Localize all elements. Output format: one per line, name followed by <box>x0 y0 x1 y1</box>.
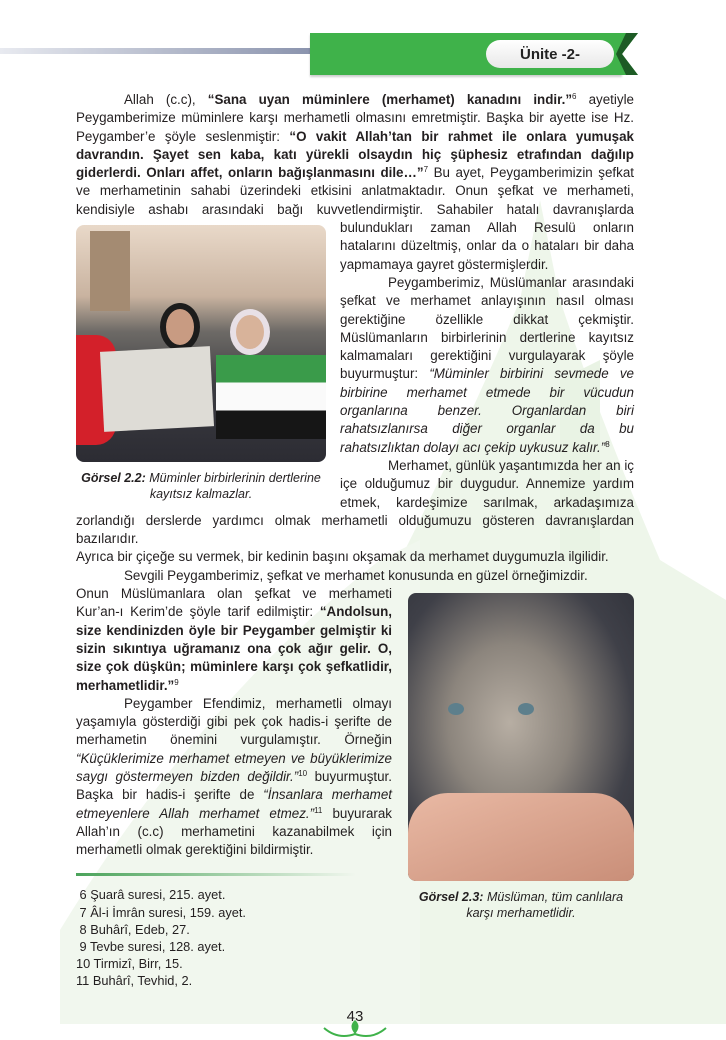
text: Peygamberimiz, Müslümanlar arasındaki şefkat ve merhamet anlayışının nasıl olması gerektiğine özellikle dikkat çekmiştir. Müslümanların birbirlerinin dertlerine kayıtsız kalmamaları gerektiğini vurgulayarak şöyle buyurmuştur: <box>340 274 634 382</box>
protest-photo <box>76 225 326 462</box>
header-bar <box>0 48 312 54</box>
text: buyurmuştur. Başka bir hadis-i şerifte de <box>76 768 393 803</box>
footnote-ref: 6 <box>572 92 577 101</box>
text: Bu ayet, Peygamberimizin şefkat ve merhametinin sahabi üzerindeki etkisini anlatmaktadır. Onun şefkat ve merhameti, kendisiyle ashabı arasındaki bağı kuvvetlendirmiştir. Sahabiler hatalı davranışlarda bulundukları zaman Allah Resulü <box>76 165 635 236</box>
footnote: 11 Buhârî, Tevhid, 2. <box>76 973 193 989</box>
quote-bold: “O vakit Allah’tan bir rahmet ile onlara yumuşak davrandın. Şayet sen kaba, katı yürekli olsaydın hiç şüphesiz etrafından dağılıp giderlerdi. Onları affet, onların bağışlanmasını dile…” <box>76 128 634 181</box>
footnote-ref: 9 <box>174 677 179 687</box>
clock-tower <box>90 231 130 311</box>
footnote: 7 Âl-i İmrân suresi, 159. ayet. <box>76 904 246 920</box>
kitten-eye <box>518 703 534 715</box>
figure-label: Görsel 2.2: <box>81 471 146 486</box>
figure-2-3 <box>408 593 634 921</box>
girl <box>236 315 264 349</box>
figure-2-2 <box>76 225 326 502</box>
figure-caption-2-2 <box>76 470 326 502</box>
footnote-ref: 11 <box>314 805 323 815</box>
figure-caption-2-3 <box>408 889 634 921</box>
hadith-quote: “İnsanlara merhamet etmeyenlere Allah merhamet etmez.” <box>76 787 392 821</box>
unit-label: Ünite -2- <box>486 40 614 68</box>
page-number: 43 <box>346 1007 364 1025</box>
footnote: 9 Tevbe suresi, 128. ayet. <box>76 939 226 955</box>
handwritten-sign <box>100 346 214 432</box>
footnote: 8 Buhârî, Edeb, 27. <box>76 921 190 937</box>
text: ayetiyle Peygamberimize müminlere karşı merhametli olmasını emretmiştir. Başka bir ayette ise Hz. Peygamber’e şöyle seslenmiştir: <box>76 92 634 144</box>
page-body <box>76 91 634 1040</box>
kitten-photo <box>408 593 634 881</box>
banner-notch <box>612 33 638 75</box>
footnote: 10 Tirmizî, Birr, 15. <box>76 956 183 972</box>
kitten-eye <box>448 703 464 715</box>
text: Peygamber Efendimiz, merhametli olmayı yaşamıyla gösterdiği gibi pek çok hadis-i şerifte de merhametin önemini vurgulamıştır. Örneğin <box>76 695 392 748</box>
caption-text: Müminler birbirlerinin dertlerine kayıtsız kalmazlar. <box>145 471 321 502</box>
page-footer <box>318 1006 392 1040</box>
text: Onun Müslümanlara olan şefkat ve merhameti Kur’an-ı Kerim’de şöyle tarif edilmiştir: <box>76 586 392 620</box>
quote-bold: “Sana uyan müminlere (merhamet) kanadını indir.” <box>207 92 573 107</box>
paragraph-4: Sevgili Peygamberimiz, şefkat ve merhamet konusunda en güzel örneğimizdir. <box>124 567 588 583</box>
paragraph-1-cont: onların hatalarını düzeltmiş, onlar da o hataları bir daha yapmamaya gayret göstermişlerdir. <box>340 220 634 272</box>
text: buyurarak Allah’ın (c.c) merhametini kazanabilmek için merhametli olmak gerektiğini bildirmiştir. <box>76 805 392 858</box>
footnote: 6 Şuarâ suresi, 215. ayet. <box>76 887 226 903</box>
quote-bold: “Andolsun, size kendinizden öyle bir Peygamber gelmiştir ki sizin sıkıntıya uğramanız ona çok ağır gelir. O, size çok düşkün; müminlere karşı çok şefkatlidir, merhametlidir.” <box>76 604 392 693</box>
footnote-divider <box>76 873 356 876</box>
hadith-quote: “Müminler birbirini sevmede ve birbirine merhamet etmede bir vücudun organlarına benzer. Organlardan biri rahatsızlanırsa diğer organlar da bu rahatsızlıktan dolayı acı çekip uykusuz kalır.” <box>340 366 634 455</box>
caption-text: Müslüman, tüm canlılara karşı merhametlidir. <box>466 890 624 921</box>
woman <box>166 309 194 345</box>
footnote-ref: 8 <box>605 439 610 449</box>
paragraph-3-cont: Ayrıca bir çiçeğe su vermek, bir kedinin başını okşamak da merhamet duygumuzla ilgilidir. <box>76 549 609 565</box>
figure-label: Görsel 2.3: <box>418 890 484 905</box>
footnote-ref: 7 <box>423 165 429 175</box>
hand <box>408 793 634 881</box>
text: Allah (c.c), <box>124 92 208 107</box>
footnote-ref: 10 <box>298 768 308 778</box>
hadith-quote: “Küçüklerimize merhamet etmeyen ve büyüklerimize saygı göstermeyen bizden değildir.” <box>76 750 392 784</box>
syrian-flag <box>216 355 326 439</box>
paragraph-3: Merhamet, günlük yaşantımızda her an iç içe olduğumuz bir duygudur. Annemize yardım etmek, kardeşimize sarılmak, arkadaşımıza zorlandığı derslerde yardımcı olmak merhametli olduğumuzu gösteren davranışlardan bazılarıdır. <box>76 457 634 547</box>
